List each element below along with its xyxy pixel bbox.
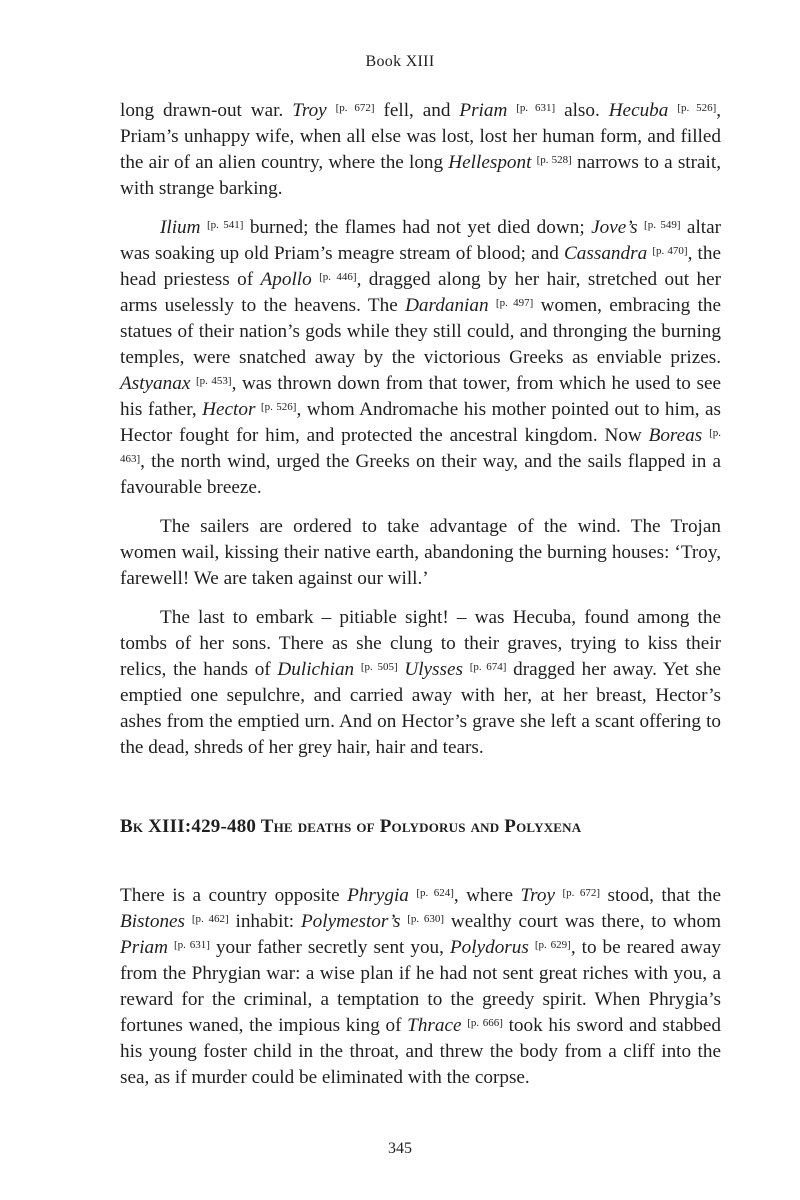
page-ref[interactable]: [p. 505]: [360, 661, 398, 673]
page-ref[interactable]: [p. 549]: [644, 219, 681, 231]
page-ref[interactable]: [p. 629]: [534, 939, 571, 951]
page-ref[interactable]: [p. 631]: [516, 102, 556, 114]
paragraph-3: The sailers are ordered to take advantage of the wind. The Trojan women wail, kissing their native earth, abandoning the burning houses: ‘Troy, farewell! We are taken against our will.’: [120, 516, 721, 589]
section-heading: Bk XIII:429-480 The deaths of Polydorus and Polyxena: [120, 816, 582, 837]
page-number: 345: [388, 1140, 412, 1157]
page-ref[interactable]: [p. 666]: [467, 1017, 503, 1029]
page-ref[interactable]: [p. 463]: [120, 427, 721, 465]
page-ref[interactable]: [p. 541]: [206, 219, 244, 231]
paragraph-4: The last to embark – pitiable sight! – was Hecuba, found among the tombs of her sons. There as she clung to their graves, trying to kiss their relics, the hands of Dulichian [p. 505] Ulysses [p. 674] dragged her away. Yet she emptied one sepulchre, and carried away with her, at her breast, Hector’s ashes from the emptied urn. And on Hector’s grave she left a scant offering to the dead, shreds of her grey hair, hair and tears.: [120, 607, 721, 758]
paragraph-5: There is a country opposite Phrygia [p. 624], where Troy [p. 672] stood, that the Bistones [p. 462] inhabit: Polymestor’s [p. 630] wealthy court was there, to whom Priam [p. 631] your father secretly sent you, Polydorus [p. 629], to be reared away from the Phrygian war: a wise plan if he had not sent great riches with you, a reward for the criminal, a temptation to the greedy spirit. When Phrygia’s fortunes waned, the impious king of Thrace [p. 666] took his sword and stabbed his young foster child in the throat, and threw the body from a cliff into the sea, as if murder could be eliminated with the corpse.: [120, 885, 722, 1088]
page-ref[interactable]: [p. 631]: [173, 939, 210, 951]
page-ref[interactable]: [p. 672]: [335, 102, 375, 114]
paragraph-1: long drawn-out war. Troy [p. 672] fell, and Priam [p. 631] also. Hecuba [p. 526], Priam’s unhappy wife, when all else was lost, lost her human form, and filled the air of an alien country, where the long Hellespont [p. 528] narrows to a strait, with strange barking.: [120, 100, 722, 199]
page-ref[interactable]: [p. 497]: [495, 297, 534, 309]
paragraph-2: Ilium [p. 541] burned; the flames had not yet died down; Jove’s [p. 549] altar was soaking up old Priam’s meagre stream of blood; and Cassandra [p. 470], the head priestess of Apollo [p. 446], dragged along by her hair, stretched out her arms uselessly to the heavens. The Dardanian [p. 497] women, embracing the statues of their nation’s gods while they still could, and thronging the burning temples, were snatched away by the victorious Greeks as enviable prizes. Astyanax [p. 453], was thrown down from that tower, from which he used to see his father, Hector [p. 526], whom Andromache his mother pointed out to him, as Hector fought for him, and protected the ancestral kingdom. Now Boreas [p. 463], the north wind, urged the Greeks on their way, and the sails flapped in a favourable breeze.: [120, 217, 722, 498]
page-ref[interactable]: [p. 624]: [416, 887, 454, 899]
page-ref[interactable]: [p. 526]: [260, 401, 297, 413]
page-ref[interactable]: [p. 674]: [469, 661, 507, 673]
page-ref[interactable]: [p. 672]: [562, 887, 601, 899]
page-ref[interactable]: [p. 462]: [191, 913, 229, 925]
page-ref[interactable]: [p. 453]: [195, 375, 232, 387]
page-body: [120, 98, 721, 1104]
running-header: Book XIII: [365, 53, 435, 70]
page-ref[interactable]: [p. 526]: [677, 102, 717, 114]
page-ref[interactable]: [p. 446]: [319, 271, 357, 283]
page-ref[interactable]: [p. 470]: [652, 245, 688, 257]
page-ref[interactable]: [p. 528]: [536, 154, 572, 166]
page-ref[interactable]: [p. 630]: [407, 913, 445, 925]
